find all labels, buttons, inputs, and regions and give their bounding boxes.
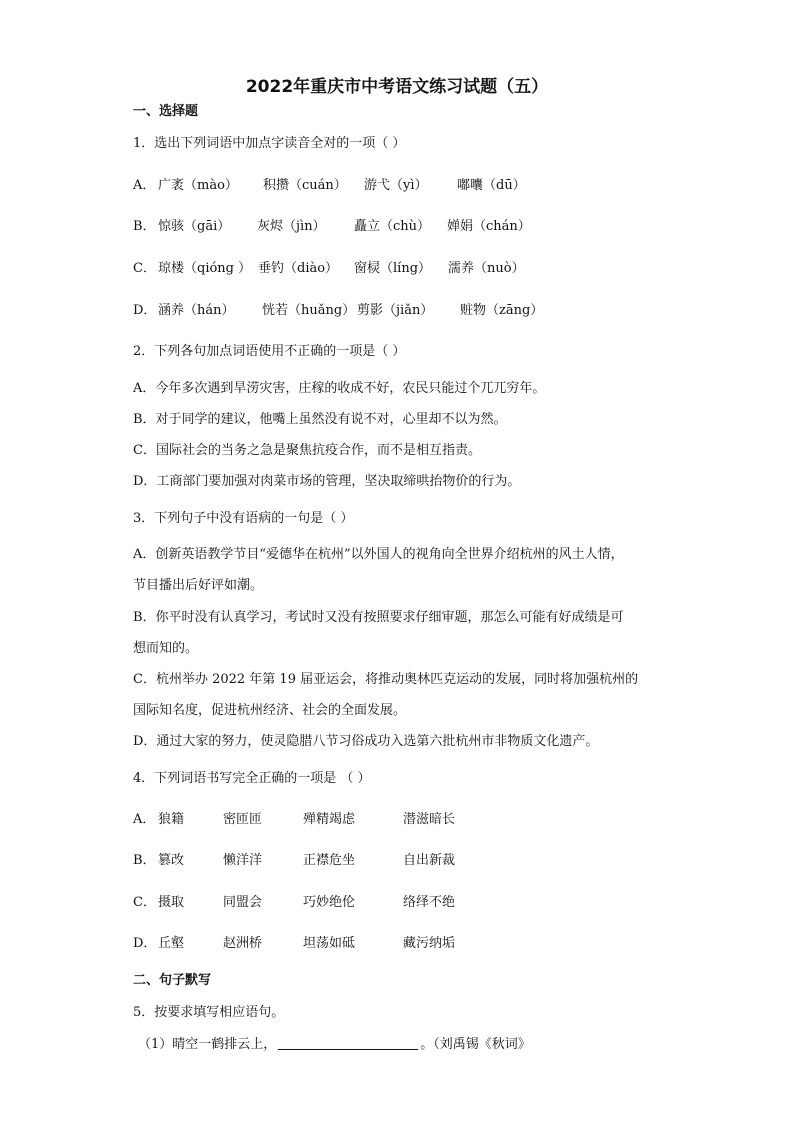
q4-option-c-label: C． — [133, 895, 156, 910]
q1-option-b-item: 惊骇（gāi） — [158, 219, 231, 234]
q4-option-b-item: 正襟危坐 — [303, 853, 356, 868]
question-4-stem: 4．下列词语书写完全正确的一项是 （ ） — [133, 771, 371, 786]
q4-option-d-item: 坦荡如砥 — [303, 936, 356, 951]
q3-option-c-cont: 国际知名度，促进杭州经济、社会的全面发展。 — [133, 703, 407, 718]
q1-option-a-item: 嘟囔（dū） — [457, 178, 526, 193]
q5-sub-1 — [138, 1036, 531, 1053]
question-3-stem: 3．下列句子中没有语病的一句是（ ） — [133, 511, 354, 526]
q1-option-a-label: A． — [133, 178, 156, 193]
q4-option-c-item: 同盟会 — [223, 895, 263, 910]
q1-option-c-item: 琼楼（qióng ） — [158, 261, 252, 276]
q1-option-d-item: 赃物（zāng） — [460, 303, 544, 318]
q4-option-b-item: 篡改 — [158, 853, 185, 868]
q3-option-b: B．你平时没有认真学习，考试时又没有按照要求仔细审题，那怎么可能有好成绩是可 — [133, 610, 624, 625]
q1-option-c-item: 濡养（nuò） — [448, 261, 525, 276]
page-title: 2022年重庆市中考语文练习试题（五） — [245, 77, 549, 97]
q1-option-c-item: 垂钓（diào） — [258, 261, 339, 276]
q4-option-b-item: 自出新裁 — [403, 853, 456, 868]
q3-option-a: A．创新英语教学节目“爱德华在杭州”以外国人的视角向全世界介绍杭州的风土人情， — [133, 547, 624, 562]
q4-option-a-label: A． — [133, 812, 156, 827]
q2-option-c: C．国际社会的当务之急是聚焦抗疫合作，而不是相互指责。 — [133, 443, 481, 458]
q1-option-a-item: 广袤（mào） — [158, 178, 238, 193]
q2-option-d: D．工商部门要加强对肉菜市场的管理，坚决取缔哄抬物价的行为。 — [133, 474, 521, 489]
q3-option-b-cont: 想而知的。 — [133, 641, 199, 656]
q4-option-c-item: 巧妙绝伦 — [303, 895, 356, 910]
q5-sub-1-suffix: 。（刘禹锡《秋词》 — [420, 1037, 531, 1052]
q3-option-d: D．通过大家的努力，使灵隐腊八节习俗成功入选第六批杭州市非物质文化遗产。 — [133, 734, 599, 749]
q4-option-d-item: 赵洲桥 — [223, 936, 263, 951]
q1-option-b-item: 矗立（chù） — [354, 219, 431, 234]
q4-option-a-item: 潜滋暗长 — [403, 812, 456, 827]
q1-option-d-item: 恍若（huǎng） — [262, 303, 356, 318]
q1-option-d-item: 剪影（jiǎn） — [357, 303, 434, 318]
q1-option-c-label: C． — [133, 261, 156, 276]
section-heading-dictation: 二、句子默写 — [133, 973, 212, 988]
q4-option-a-item: 殚精竭虑 — [303, 812, 356, 827]
q2-option-b: B．对于同学的建议，他嘴上虽然没有说不对，心里却不以为然。 — [133, 412, 507, 427]
q2-option-a: A．今年多次遇到旱涝灾害，庄稼的收成不好，农民只能过个兀兀穷年。 — [133, 381, 546, 396]
section-heading-choice: 一、选择题 — [133, 104, 199, 119]
q4-option-d-item: 丘壑 — [158, 936, 185, 951]
q1-option-c-item: 窗棂（líng） — [354, 261, 432, 276]
q4-option-c-item: 摄取 — [158, 895, 185, 910]
q4-option-d-label: D． — [133, 936, 157, 951]
q3-option-c: C．杭州举办 2022 年第 19 届亚运会，将推动奥林匹克运动的发展，同时将加强杭州的 — [133, 672, 639, 687]
q1-option-d-label: D． — [133, 303, 157, 318]
q4-option-b-item: 懒洋洋 — [223, 853, 263, 868]
q1-option-a-item: 积攒（cuán） — [263, 178, 347, 193]
q4-option-c-item: 络绎不绝 — [403, 895, 456, 910]
q1-option-a-item: 游弋（yì） — [364, 178, 428, 193]
q4-option-a-item: 密匝匝 — [223, 812, 263, 827]
q4-option-a-item: 狼籍 — [158, 812, 185, 827]
question-1-stem: 1．选出下列词语中加点字读音全对的一项（ ） — [133, 136, 406, 151]
q1-option-d-item: 涵养（hán） — [158, 303, 235, 318]
q1-option-b-item: 灰烬（jìn） — [257, 219, 326, 234]
question-2-stem: 2．下列各句加点词语使用不正确的一项是（ ） — [133, 344, 406, 359]
q1-option-b-label: B． — [133, 219, 156, 234]
q5-sub-1-prefix: （1）晴空一鹤排云上， — [138, 1037, 277, 1052]
q4-option-b-label: B． — [133, 853, 156, 868]
q4-option-d-item: 藏污纳垢 — [403, 936, 456, 951]
answer-blank[interactable] — [278, 1036, 418, 1050]
question-5-stem: 5．按要求填写相应语句。 — [133, 1005, 285, 1020]
q1-option-b-item: 婵娟（chán） — [447, 219, 531, 234]
q3-option-a-cont: 节目播出后好评如潮。 — [133, 578, 264, 593]
